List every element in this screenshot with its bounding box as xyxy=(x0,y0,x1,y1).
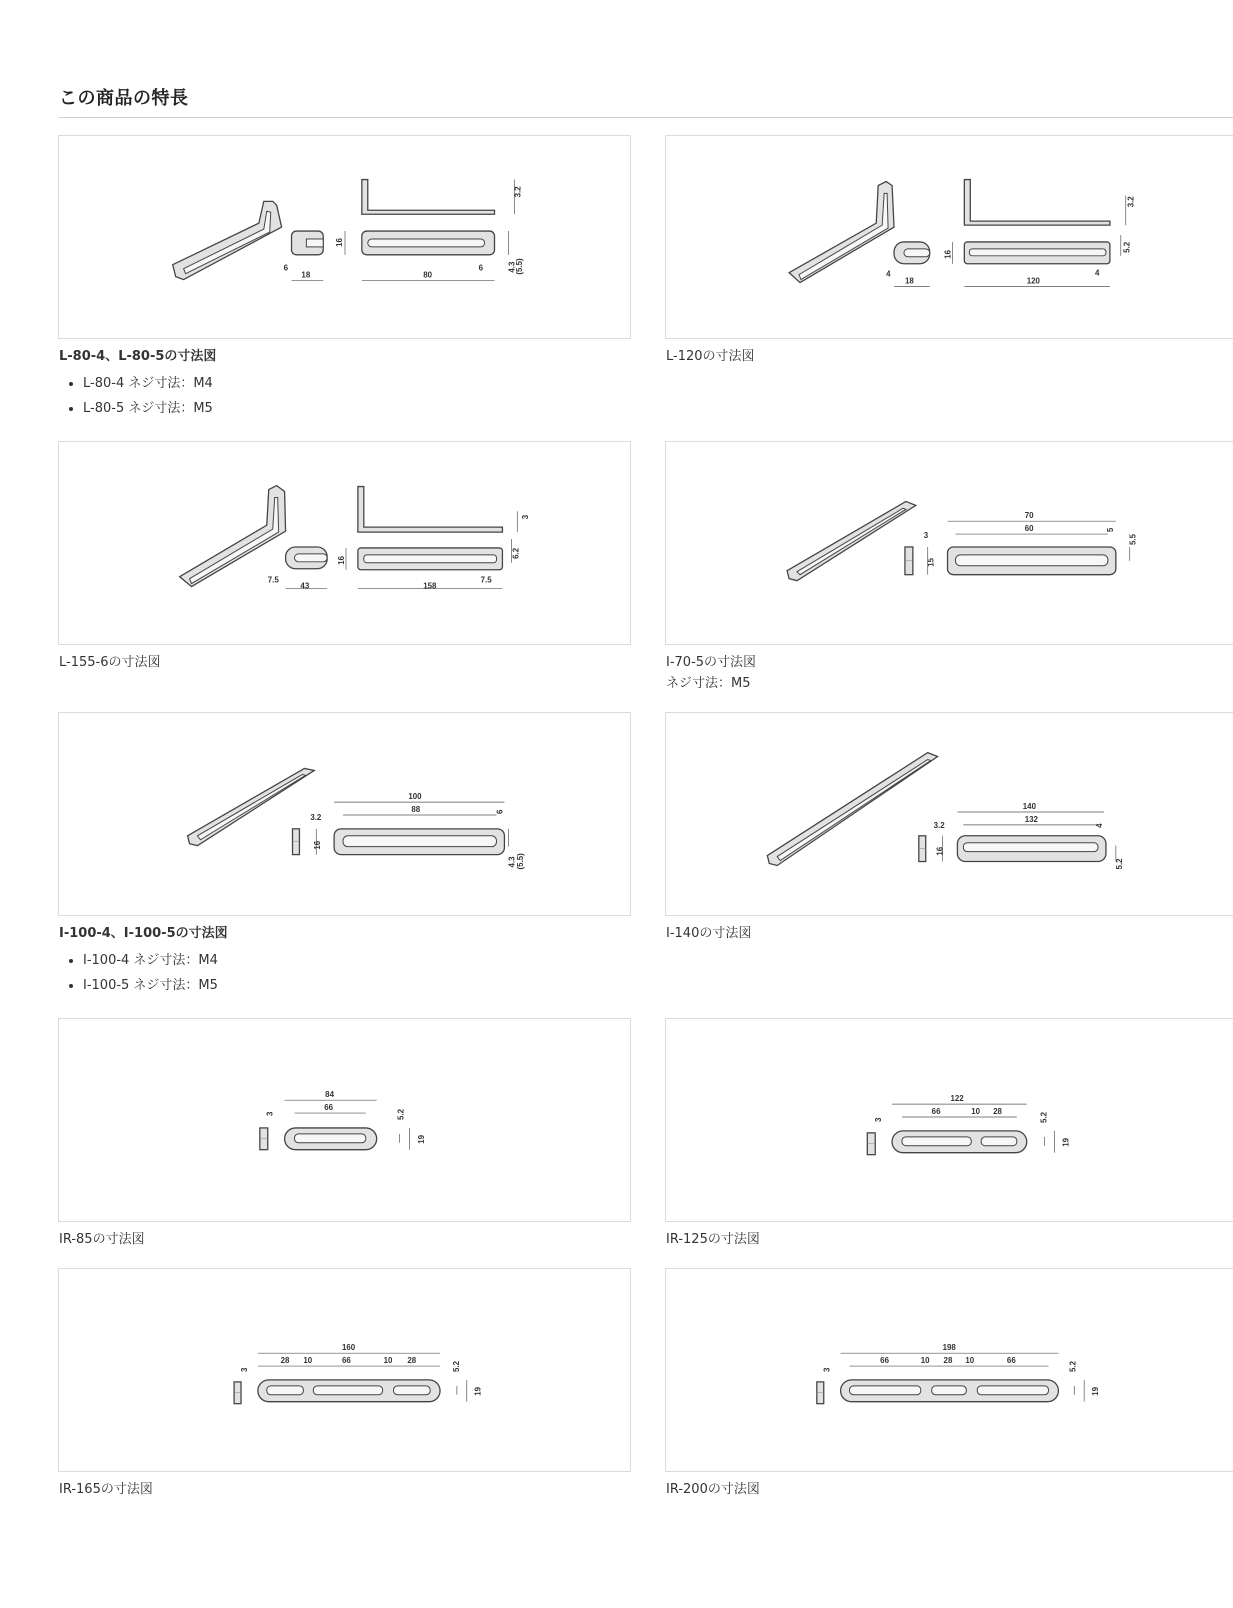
dim-label: 120 xyxy=(1026,276,1040,286)
top-view-plate xyxy=(892,1131,1027,1153)
dim-label: 10 xyxy=(971,1107,981,1117)
dim-label: 19 xyxy=(1091,1386,1101,1396)
dim-label: 3 xyxy=(265,1111,275,1117)
dim-label: 66 xyxy=(880,1356,889,1366)
bracket-3d-view xyxy=(789,182,894,283)
spec-item: • I-100-5 ネジ寸法：M5 xyxy=(83,973,619,998)
figure-ir-200 xyxy=(665,1268,1233,1472)
top-view-plate xyxy=(285,1128,377,1150)
dim-label: 122 xyxy=(950,1094,964,1104)
top-view-plate xyxy=(964,242,1110,264)
top-view-plate xyxy=(258,1380,440,1402)
caption-title: IR-125の寸法図 xyxy=(666,1232,760,1247)
dim-label: 198 xyxy=(942,1343,956,1353)
caption-title: I-140の寸法図 xyxy=(666,926,752,941)
side-view-bar xyxy=(817,1382,824,1404)
dim-label: 10 xyxy=(965,1356,975,1366)
dim-label: 3 xyxy=(239,1367,249,1372)
caption-title: IR-165の寸法図 xyxy=(59,1482,153,1497)
spec-list xyxy=(59,948,619,998)
figure-l-155-6 xyxy=(58,441,631,645)
caption-title: L-80-4、L-80-5の寸法図 xyxy=(59,349,217,364)
dim-label: 19 xyxy=(417,1134,427,1144)
drawing-i-70-5 xyxy=(666,442,1233,644)
dim-label: 16 xyxy=(943,249,953,259)
dim-label: 4 xyxy=(886,269,891,279)
drawing-ir-85 xyxy=(59,1019,630,1221)
dim-label: 84 xyxy=(325,1090,334,1100)
drawing-ir-125 xyxy=(666,1019,1233,1221)
drawing-ir-200 xyxy=(666,1269,1233,1471)
dim-label: 3.2 xyxy=(1126,196,1136,208)
dim-label: 158 xyxy=(423,581,437,591)
dim-label: 66 xyxy=(931,1107,941,1117)
caption-ir-200 xyxy=(666,1479,1226,1500)
dim-label: 6 xyxy=(478,263,484,273)
dim-label: 88 xyxy=(411,805,421,815)
bracket-3d-view xyxy=(180,486,286,587)
drawing-i-100 xyxy=(59,713,630,915)
caption-l-80 xyxy=(59,346,619,421)
spec-note: ネジ寸法：M5 xyxy=(666,676,751,691)
figure-ir-125 xyxy=(665,1018,1233,1222)
spec-item: • I-100-4 ネジ寸法：M4 xyxy=(83,948,619,973)
dim-label: 6 xyxy=(283,263,289,273)
side-view-l xyxy=(964,180,1110,226)
caption-title: IR-200の寸法図 xyxy=(666,1482,760,1497)
spec-list xyxy=(59,371,619,421)
drawing-l-155-6 xyxy=(59,442,630,644)
dim-label: 28 xyxy=(407,1356,417,1366)
dim-label: 3 xyxy=(521,514,531,520)
dim-label: 4.3 xyxy=(507,856,517,868)
dim-label: 18 xyxy=(904,276,914,286)
dim-label: (5.5) xyxy=(516,853,526,870)
caption-l-155-6 xyxy=(59,652,619,673)
dim-label: 4.3 xyxy=(507,261,517,273)
dim-label: (5.5) xyxy=(515,258,525,275)
side-view-bar xyxy=(234,1382,241,1404)
dim-label: 66 xyxy=(342,1356,351,1366)
dim-label: 5 xyxy=(1105,527,1115,533)
dim-label: 3.2 xyxy=(310,812,322,822)
dim-label: 132 xyxy=(1024,814,1038,824)
dim-label: 43 xyxy=(300,581,310,591)
dim-label: 5.2 xyxy=(1114,858,1124,870)
bracket-3d-view xyxy=(173,201,282,279)
dim-label: 10 xyxy=(303,1356,313,1366)
caption-title: I-100-4、I-100-5の寸法図 xyxy=(59,926,228,941)
dim-label: 66 xyxy=(324,1103,333,1113)
figure-ir-85 xyxy=(58,1018,631,1222)
dim-label: 100 xyxy=(408,792,422,802)
drawing-l-120 xyxy=(666,136,1233,338)
drawing-l-80 xyxy=(59,136,630,338)
caption-i-140 xyxy=(666,923,1226,944)
dim-label: 19 xyxy=(473,1386,483,1396)
caption-title: IR-85の寸法図 xyxy=(59,1232,145,1247)
drawing-ir-165 xyxy=(59,1269,630,1471)
top-view-plate xyxy=(957,836,1106,862)
caption-ir-85 xyxy=(59,1229,619,1250)
side-view-u xyxy=(292,231,324,255)
dim-label: 3 xyxy=(923,531,929,541)
section-title: この商品の特長 xyxy=(59,88,189,109)
dim-label: 140 xyxy=(1022,802,1036,812)
side-view-bar xyxy=(919,836,926,862)
dim-label: 16 xyxy=(935,846,945,856)
top-view-plate xyxy=(334,829,504,855)
dim-label: 16 xyxy=(313,840,323,850)
title-divider xyxy=(59,117,1233,118)
dim-label: 3 xyxy=(874,1117,884,1122)
plate-3d-view xyxy=(767,753,937,866)
caption-i-70-5 xyxy=(666,652,1226,694)
side-view-bar xyxy=(293,829,300,855)
dim-label: 160 xyxy=(342,1343,356,1353)
dim-label: 4 xyxy=(1094,823,1104,828)
figure-l-120 xyxy=(665,135,1233,339)
side-view-l xyxy=(358,487,503,533)
dim-label: 28 xyxy=(993,1107,1002,1117)
caption-ir-165 xyxy=(59,1479,619,1500)
dim-label: 5.2 xyxy=(396,1109,406,1120)
dim-label: 28 xyxy=(280,1356,290,1366)
spec-item: • L-80-4 ネジ寸法：M4 xyxy=(83,371,619,396)
figure-l-80 xyxy=(58,135,631,339)
dim-label: 3.2 xyxy=(933,820,945,830)
dim-label: 7.5 xyxy=(480,575,492,585)
figure-i-140 xyxy=(665,712,1233,916)
figure-i-70-5 xyxy=(665,441,1233,645)
dim-label: 10 xyxy=(383,1356,393,1366)
dim-label: 66 xyxy=(1006,1356,1016,1366)
dim-label: 5.2 xyxy=(1039,1111,1049,1123)
side-view-bar xyxy=(867,1133,875,1155)
dim-label: 5.2 xyxy=(1122,241,1132,253)
top-view-plate xyxy=(362,231,495,255)
drawing-i-140 xyxy=(666,713,1233,915)
side-view-bar xyxy=(260,1128,268,1150)
dim-label: 80 xyxy=(423,270,433,280)
caption-l-120 xyxy=(666,346,1226,367)
dim-label: 19 xyxy=(1061,1137,1071,1147)
dim-label: 3 xyxy=(822,1367,832,1372)
dim-label: 10 xyxy=(920,1356,930,1366)
caption-title: I-70-5の寸法図 xyxy=(666,655,757,670)
dim-label: 7.5 xyxy=(267,575,279,585)
caption-title: L-120の寸法図 xyxy=(666,349,755,364)
dim-label: 5.2 xyxy=(1068,1360,1078,1372)
top-view-plate xyxy=(948,547,1116,575)
side-view-l xyxy=(362,180,495,215)
dim-label: 6.2 xyxy=(511,547,521,559)
spec-item: • L-80-5 ネジ寸法：M5 xyxy=(83,396,619,421)
dim-label: 16 xyxy=(335,238,345,247)
dim-label: 60 xyxy=(1024,524,1034,534)
dim-label: 15 xyxy=(926,557,936,567)
side-view-u xyxy=(894,242,930,264)
caption-i-100 xyxy=(59,923,619,998)
figure-i-100 xyxy=(58,712,631,916)
plate-3d-view xyxy=(787,501,916,580)
caption-ir-125 xyxy=(666,1229,1226,1250)
dim-label: 28 xyxy=(943,1356,953,1366)
dim-label: 5.2 xyxy=(451,1360,461,1372)
dim-label: 3.2 xyxy=(513,186,523,198)
dim-label: 5.5 xyxy=(1128,533,1138,545)
dim-label: 4 xyxy=(1095,268,1100,278)
figure-ir-165 xyxy=(58,1268,631,1472)
top-view-plate xyxy=(841,1380,1059,1402)
caption-title: L-155-6の寸法図 xyxy=(59,655,161,670)
dim-label: 16 xyxy=(337,555,347,565)
dim-label: 70 xyxy=(1024,511,1034,521)
dim-label: 6 xyxy=(495,809,505,814)
dim-label: 18 xyxy=(301,270,311,280)
top-view-plate xyxy=(358,548,503,570)
side-view-bar xyxy=(905,547,913,575)
side-view-u xyxy=(286,547,328,569)
